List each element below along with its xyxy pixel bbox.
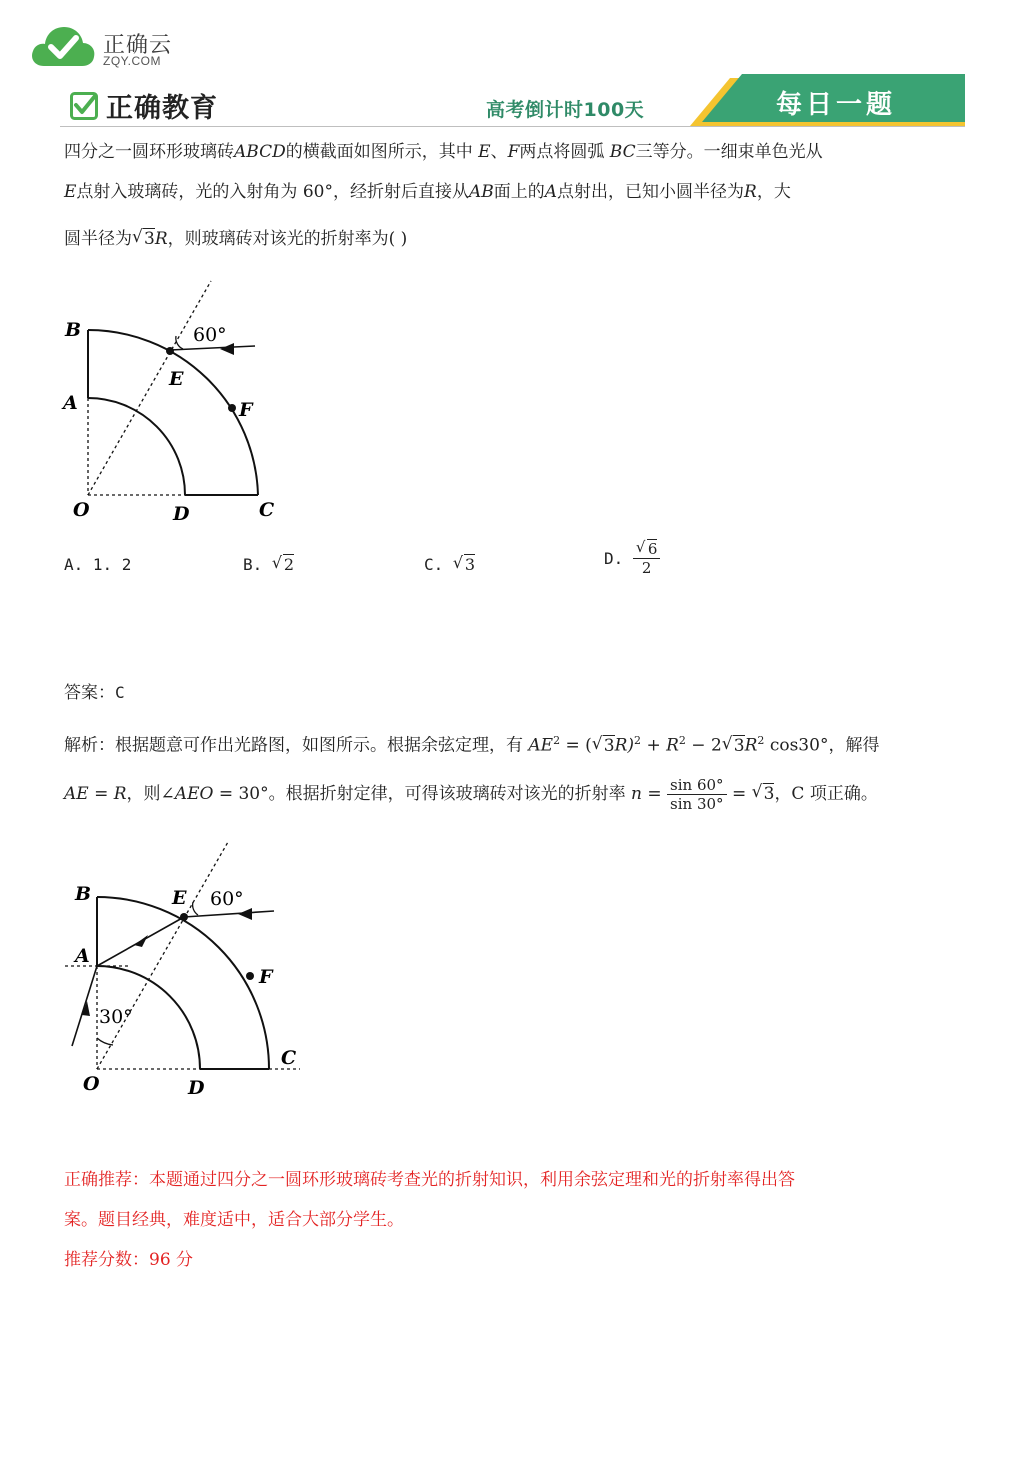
label-o: O [83, 1073, 100, 1095]
option-d: D. √ $\frac{6}{2}$ [604, 540, 660, 577]
figure-2-diagram [60, 838, 310, 1100]
outer-arc [88, 330, 258, 495]
label-angle-60: 60° [193, 324, 227, 346]
analysis-line-1: 解析：根据题意可作出光路图，如图所示。根据余弦定理，有 $AE^2$ = (√ $3R)^2 + R^2 - 2√$ $3R^2$ cos30°，解得 [64, 729, 974, 758]
question-line-1: 四分之一圆环形玻璃砖ABCD的横截面如图所示，其中 E、F两点将圆弧 BC三等分。一细束单色光从 [64, 142, 823, 162]
point-e [166, 347, 174, 355]
recommend-line-1: 正确推荐：本题通过四分之一圆环形玻璃砖考查光的折射知识，利用余弦定理和光的折射率得出答 [64, 1170, 795, 1190]
brand-name: 正确教育 [106, 93, 218, 124]
label-c: C [281, 1047, 297, 1069]
recommend-line-2: 案。题目经典，难度适中，适合大部分学生。 [64, 1210, 404, 1230]
label-a: A [63, 392, 78, 414]
label-b: B [65, 319, 82, 341]
inner-arc [88, 398, 185, 495]
banner-text: 每日一题 [776, 90, 897, 120]
answer-line: 答案：C [64, 683, 125, 703]
angle-arc [176, 336, 183, 349]
question-line-2: E点射入玻璃砖，光的入射角为 60°，经折射后直接从AB面上的A点射出，已知小圆半径为R，大 [64, 182, 791, 202]
cloud-logo-icon [30, 22, 96, 70]
label-f: F [239, 399, 253, 421]
option-b: B. √ 2 [243, 555, 294, 574]
option-c: C. √ 3 [424, 555, 475, 574]
label-angle-60: 60° [210, 888, 244, 910]
normal-line [88, 281, 211, 495]
countdown-text: 高考倒计时100天 [486, 99, 645, 121]
label-angle-30: 30° [99, 1006, 133, 1028]
point-f [228, 404, 236, 412]
analysis-line-2: AE = R，则∠AEO = 30°。根据折射定律，可得该玻璃砖对该光的折射率 n = $\frac{\sin 60^\circ}{\sin 30^\circ}$ = √ 3，C 项正确。 [64, 772, 974, 816]
label-d: D [173, 503, 190, 525]
label-d: D [188, 1077, 205, 1099]
option-a: A. 1. 2 [64, 555, 132, 574]
label-e: E [169, 368, 184, 390]
label-c: C [259, 499, 275, 521]
check-box-icon [70, 92, 98, 120]
logo-title: 正确云 [103, 33, 173, 58]
label-o: O [73, 499, 90, 521]
label-a: A [75, 945, 90, 967]
question-line-3: 圆半径为√ 3R，则玻璃砖对该光的折射率为( ) [64, 227, 974, 251]
label-e: E [172, 887, 187, 909]
label-b: B [75, 883, 92, 905]
recommend-score: 推荐分数：96 分 [64, 1250, 194, 1270]
logo-domain: ZQY.COM [103, 54, 161, 68]
label-f: F [259, 966, 273, 988]
header-divider [60, 126, 965, 127]
figure-1-diagram [55, 275, 295, 525]
